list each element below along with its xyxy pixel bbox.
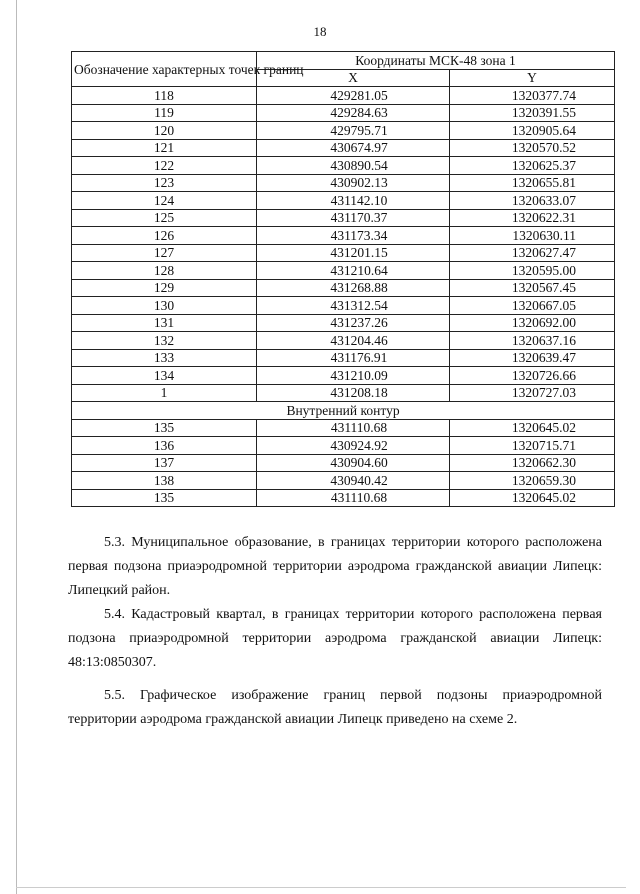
x-cell: 431210.09 [257,367,450,385]
y-cell: 1320622.31 [450,209,615,227]
table-row [72,192,615,210]
table-row [72,314,615,332]
point-cell: 136 [72,437,257,455]
point-cell: 133 [72,349,257,367]
y-cell: 1320633.07 [450,192,615,210]
x-cell: 431110.68 [257,489,450,507]
inner-contour-row [72,402,615,420]
y-cell: 1320595.00 [450,262,615,280]
y-cell: 1320377.74 [450,87,615,105]
y-cell: 1320645.02 [450,419,615,437]
x-cell: 431210.64 [257,262,450,280]
y-cell: 1320715.71 [450,437,615,455]
point-cell: 134 [72,367,257,385]
table-row [72,122,615,140]
table-row [72,437,615,455]
y-cell: 1320570.52 [450,139,615,157]
x-cell: 431110.68 [257,419,450,437]
x-cell: 431237.26 [257,314,450,332]
point-cell: 127 [72,244,257,262]
header-y: Y [450,69,615,87]
point-cell: 126 [72,227,257,245]
header-coordinates: Координаты МСК-48 зона 1 [257,52,615,70]
table-row [72,472,615,490]
paragraph-5-3: 5.3. Муниципальное образование, в границах территории которого расположена первая подзона приаэродромной территории аэродрома гражданской авиации Липецк: Липецкий район. [68,535,602,598]
y-cell: 1320630.11 [450,227,615,245]
table-row [72,297,615,315]
point-cell: 129 [72,279,257,297]
table-row [72,349,615,367]
table-row [72,384,615,402]
x-cell: 430902.13 [257,174,450,192]
table-row [72,244,615,262]
x-cell: 431176.91 [257,349,450,367]
y-cell: 1320637.16 [450,332,615,350]
x-cell: 429281.05 [257,87,450,105]
point-cell: 124 [72,192,257,210]
table-row [72,157,615,175]
y-cell: 1320727.03 [450,384,615,402]
point-cell: 137 [72,454,257,472]
table-row [72,454,615,472]
paragraph-5-4: 5.4. Кадастровый квартал, в границах территории которого расположена первая подзона приаэродромной территории аэродрома гражданской авиации Липецк: 48:13:0850307. [68,607,602,670]
x-cell: 431142.10 [257,192,450,210]
y-cell: 1320645.02 [450,489,615,507]
table-row [72,489,615,507]
table-row [72,419,615,437]
y-cell: 1320662.30 [450,454,615,472]
scan-edge-bottom [16,887,626,888]
table-row [72,332,615,350]
outer-contour-rows [72,87,615,402]
point-cell: 128 [72,262,257,280]
x-cell: 430674.97 [257,139,450,157]
point-cell: 130 [72,297,257,315]
y-cell: 1320692.00 [450,314,615,332]
x-cell: 431170.37 [257,209,450,227]
y-cell: 1320391.55 [450,104,615,122]
x-cell: 429795.71 [257,122,450,140]
x-cell: 429284.63 [257,104,450,122]
x-cell: 430924.92 [257,437,450,455]
inner-contour-label: Внутренний контур [72,402,615,420]
point-cell: 121 [72,139,257,157]
table-row [72,174,615,192]
point-cell: 131 [72,314,257,332]
y-cell: 1320567.45 [450,279,615,297]
table-row [72,367,615,385]
y-cell: 1320639.47 [450,349,615,367]
table-row [72,87,615,105]
y-cell: 1320659.30 [450,472,615,490]
y-cell: 1320667.05 [450,297,615,315]
x-cell: 431268.88 [257,279,450,297]
header-x: X [257,69,450,87]
point-cell: 1 [72,384,257,402]
y-cell: 1320625.37 [450,157,615,175]
x-cell: 431208.18 [257,384,450,402]
point-cell: 118 [72,87,257,105]
x-cell: 430940.42 [257,472,450,490]
paragraph-5-5: 5.5. Графическое изображение границ первой подзоны приаэродромной территории аэродрома гражданской авиации Липецк приведено на схеме 2. [68,688,602,727]
table-row [72,104,615,122]
coordinates-table [71,51,615,507]
y-cell: 1320655.81 [450,174,615,192]
y-cell: 1320627.47 [450,244,615,262]
y-cell: 1320726.66 [450,367,615,385]
point-cell: 138 [72,472,257,490]
x-cell: 431312.54 [257,297,450,315]
x-cell: 430904.60 [257,454,450,472]
point-cell: 132 [72,332,257,350]
x-cell: 431204.46 [257,332,450,350]
table-row [72,209,615,227]
point-cell: 122 [72,157,257,175]
x-cell: 431201.15 [257,244,450,262]
table-row [72,262,615,280]
table-row [72,227,615,245]
x-cell: 430890.54 [257,157,450,175]
point-cell: 123 [72,174,257,192]
point-cell: 120 [72,122,257,140]
point-cell: 135 [72,419,257,437]
page-number: 18 [313,24,327,39]
header-points: Обозначение характерных точек границ [72,52,257,87]
table-row [72,279,615,297]
point-cell: 125 [72,209,257,227]
table-row [72,139,615,157]
y-cell: 1320905.64 [450,122,615,140]
point-cell: 135 [72,489,257,507]
x-cell: 431173.34 [257,227,450,245]
inner-contour-rows [72,419,615,507]
point-cell: 119 [72,104,257,122]
scan-edge-left [16,0,17,894]
